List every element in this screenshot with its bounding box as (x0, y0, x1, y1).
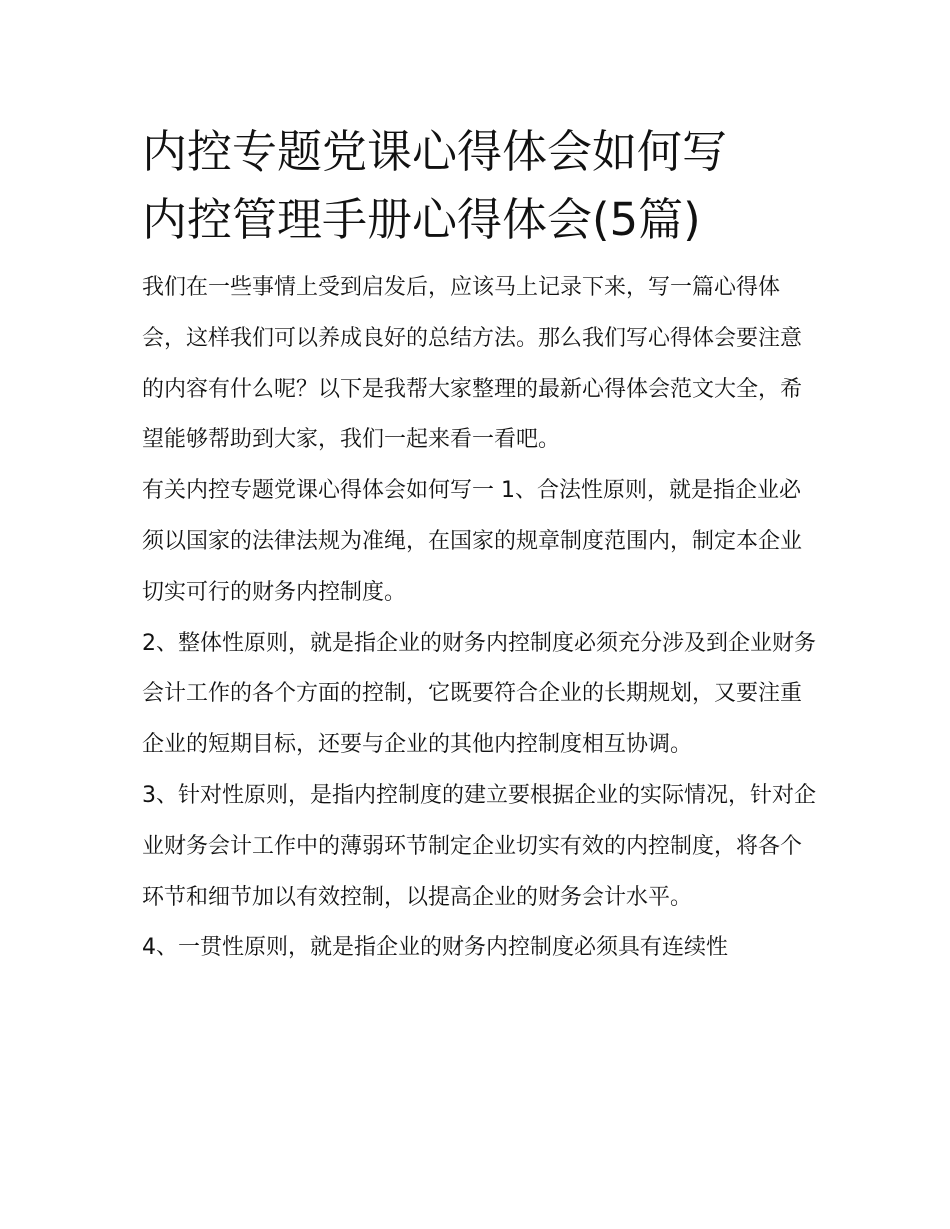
document-content (142, 118, 822, 974)
document-body (142, 263, 822, 974)
paragraph-principle-3: 3、针对性原则，是指内控制度的建立要根据企业的实际情况，针对企业财务会计工作中的薄弱环节制定企业切实有效的内控制度，将各个环节和细节加以有效控制，以提高企业的财务会计水平。 (142, 782, 816, 910)
paragraph-principle-4: 4、一贯性原则，就是指企业的财务内控制度必须具有连续性 (142, 935, 728, 961)
paragraph-intro: 我们在一些事情上受到启发后，应该马上记录下来，写一篇心得体会，这样我们可以养成良好的总结方法。那么我们写心得体会要注意的内容有什么呢？以下是我帮大家整理的最新心得体会范文大全，希望能够帮助到大家，我们一起来看一看吧。 (142, 275, 803, 453)
title-line-1: 内控专题党课心得体会如何写 (142, 125, 728, 178)
document-title (142, 118, 822, 253)
paragraph-principle-2: 2、整体性原则，就是指企业的财务内控制度必须充分涉及到企业财务会计工作的各个方面的控制，它既要符合企业的长期规划，又要注重企业的短期目标，还要与企业的其他内控制度相互协调。 (142, 630, 816, 758)
title-line-2: 内控管理手册心得体会(5篇) (142, 192, 701, 246)
paragraph-principle-1: 有关内控专题党课心得体会如何写一 1、合法性原则，就是指企业必须以国家的法律法规为准绳，在国家的规章制度范围内，制定本企业切实可行的财务内控制度。 (142, 478, 803, 605)
